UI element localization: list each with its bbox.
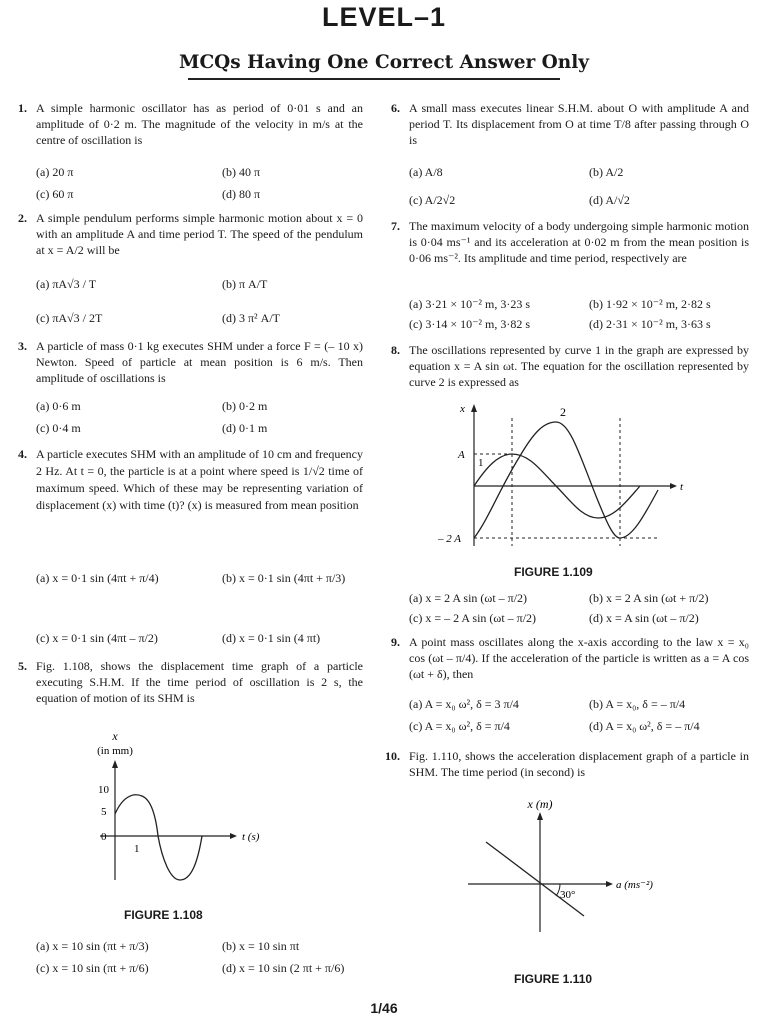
question-text: A point mass oscillates along the x-axis according to the law x = x₀ cos (ωt – π/4). If the acceleration of the particle is written as a = A cos (ωt + δ), then	[409, 635, 749, 681]
y-axis-unit: (in mm)	[97, 745, 133, 757]
x-axis-arrow-icon	[606, 881, 613, 887]
y-axis-label: x	[460, 403, 465, 415]
curve-2-label: 2	[560, 405, 566, 419]
option-d[interactable]: (d) 2·31 × 10⁻² m, 3·63 s	[589, 317, 711, 331]
question-2	[18, 210, 363, 325]
level-heading: LEVEL–1	[321, 2, 447, 32]
option-b[interactable]: (b) 1·92 × 10⁻² m, 2·82 s	[589, 297, 711, 311]
option-b[interactable]: (b) x = 0·1 sin (4πt + π/3)	[222, 571, 346, 585]
option-c[interactable]: (c) πA√3 / 2T	[36, 311, 103, 325]
option-c[interactable]: (c) x = 10 sin (πt + π/6)	[36, 961, 149, 975]
option-d[interactable]: (d) 3 π² A/T	[222, 311, 280, 325]
question-10	[385, 748, 749, 780]
option-c[interactable]: (c) A/2√2	[409, 193, 456, 207]
figure-1-108	[60, 728, 320, 908]
option-c[interactable]: (c) 60 π	[36, 187, 74, 201]
option-d[interactable]: (d) A = x₀ ω², δ = – π/4	[589, 719, 700, 733]
question-number: 10.	[385, 749, 400, 763]
question-text: A particle of mass 0·1 kg executes SHM under a force F = (– 10 x) Newton. Speed of particle at mean position is 6 m/s. Then amplitude of oscillations is	[36, 339, 363, 385]
x-axis-arrow-icon	[230, 833, 237, 839]
figure-1-109	[430, 396, 690, 554]
y-axis-arrow-icon	[471, 404, 477, 412]
option-d[interactable]: (d) x = 0·1 sin (4 πt)	[222, 631, 321, 645]
y-axis-arrow-icon	[537, 812, 543, 820]
option-b[interactable]: (b) A = x₀, δ = – π/4	[589, 697, 686, 711]
question-number: 2.	[18, 211, 27, 225]
option-a[interactable]: (a) 20 π	[36, 165, 74, 179]
option-b[interactable]: (b) A/2	[589, 165, 624, 179]
displacement-curve	[115, 795, 202, 880]
angle-label: 30°	[560, 889, 576, 901]
option-b[interactable]: (b) 40 π	[222, 165, 261, 179]
x-axis-label: t (s)	[242, 831, 260, 843]
tick-label-minus-2a: – 2 A	[438, 533, 462, 545]
question-text: Fig. 1.110, shows the acceleration displacement graph of a particle in SHM. The time period (in second) is	[409, 749, 749, 779]
question-number: 1.	[18, 101, 27, 115]
option-c[interactable]: (c) x = 0·1 sin (4πt – π/2)	[36, 631, 158, 645]
x-axis-label: t	[680, 481, 684, 493]
question-text: A small mass executes linear S.H.M. about O with amplitude A and period T. Its displacement from O at time T/8 after passing through O is	[409, 101, 749, 147]
option-c[interactable]: (c) A = x₀ ω², δ = π/4	[409, 719, 510, 733]
question-number: 4.	[18, 447, 27, 461]
option-a[interactable]: (a) πA√3 / T	[36, 277, 97, 291]
y-axis-arrow-icon	[112, 760, 118, 768]
option-a[interactable]: (a) A = x₀ ω², δ = 3 π/4	[409, 697, 519, 711]
option-d[interactable]: (d) A/√2	[589, 193, 630, 207]
question-text: A simple harmonic oscillator has as period of 0·01 s and an amplitude of 0·2 m. The magnitude of the velocity in m/s at the centre of oscillation is	[36, 101, 363, 147]
option-b[interactable]: (b) 0·2 m	[222, 399, 268, 413]
question-number: 3.	[18, 339, 27, 353]
figure-caption: FIGURE 1.108	[124, 908, 203, 922]
question-4	[18, 446, 363, 645]
x-axis-arrow-icon	[670, 483, 677, 489]
curve-2	[474, 422, 658, 538]
option-a[interactable]: (a) A/8	[409, 165, 443, 179]
y-axis-label: x (m)	[527, 797, 553, 811]
question-number: 5.	[18, 659, 27, 673]
option-d[interactable]: (d) x = A sin (ωt – π/2)	[589, 611, 699, 625]
option-b[interactable]: (b) x = 10 sin πt	[222, 939, 300, 953]
option-a[interactable]: (a) x = 10 sin (πt + π/3)	[36, 939, 149, 953]
option-c[interactable]: (c) 0·4 m	[36, 421, 81, 435]
question-text: A simple pendulum performs simple harmonic motion about x = 0 with an amplitude A and time period T. The speed of the pendulum at x = A/2 will be	[36, 211, 363, 257]
tick-label-a: A	[458, 449, 465, 461]
option-a[interactable]: (a) x = 2 A sin (ωt – π/2)	[409, 591, 528, 605]
y-axis-label: x	[112, 729, 118, 743]
option-c[interactable]: (c) x = – 2 A sin (ωt – π/2)	[409, 611, 537, 625]
page-number: 1/46	[370, 1000, 398, 1016]
question-9	[391, 634, 749, 733]
question-text: A particle executes SHM with an amplitude of 10 cm and frequency 2 Hz. At t = 0, the particle is at a point where speed is 1/√2 time of maximum speed. Which of these may be representing variation of displacement (x) with time (t)? (x) is measured from mean position	[36, 447, 363, 512]
question-7	[391, 218, 749, 331]
question-text: Fig. 1.108, shows the displacement time graph of a particle executing S.H.M. If the time period of oscillation is 2 s, the equation of motion of its SHM is	[36, 659, 363, 705]
x-axis-label: a (ms⁻²)	[616, 879, 653, 891]
option-a[interactable]: (a) x = 0·1 sin (4πt + π/4)	[36, 571, 159, 585]
option-a[interactable]: (a) 0·6 m	[36, 399, 81, 413]
question-number: 7.	[391, 219, 400, 233]
tick-label: 1	[134, 843, 140, 855]
option-b[interactable]: (b) x = 2 A sin (ωt + π/2)	[589, 591, 709, 605]
figure-caption: FIGURE 1.110	[514, 972, 593, 986]
subtitle-underline	[188, 78, 560, 80]
tick-label: 0	[101, 831, 107, 843]
question-number: 6.	[391, 101, 400, 115]
option-c[interactable]: (c) 3·14 × 10⁻² m, 3·82 s	[409, 317, 531, 331]
option-a[interactable]: (a) 3·21 × 10⁻² m, 3·23 s	[409, 297, 531, 311]
option-d[interactable]: (d) x = 10 sin (2 πt + π/6)	[222, 961, 345, 975]
option-b[interactable]: (b) π A/T	[222, 277, 268, 291]
question-text: The maximum velocity of a body undergoing simple harmonic motion is 0·04 ms⁻¹ and its acceleration at 0·02 m from the mean position is 0·06 ms⁻². Its amplitude and time period, respectively are	[409, 219, 749, 265]
question-text: The oscillations represented by curve 1 in the graph are expressed by equation x = A sin ωt. The equation for the oscillation represented by curve 2 is expressed as	[409, 343, 749, 389]
graph-line	[486, 842, 584, 916]
section-subtitle: MCQs Having One Correct Answer Only	[178, 52, 590, 73]
tick-label: 5	[101, 806, 107, 818]
question-6	[391, 100, 749, 207]
option-d[interactable]: (d) 0·1 m	[222, 421, 268, 435]
option-d[interactable]: (d) 80 π	[222, 187, 261, 201]
question-1	[18, 100, 363, 201]
question-number: 9.	[391, 635, 400, 649]
question-3	[18, 338, 363, 435]
figure-caption: FIGURE 1.109	[514, 565, 593, 579]
figure-1-110	[460, 792, 680, 942]
question-number: 8.	[391, 343, 400, 357]
tick-label: 10	[98, 784, 109, 796]
curve-1-label: 1	[478, 457, 484, 469]
